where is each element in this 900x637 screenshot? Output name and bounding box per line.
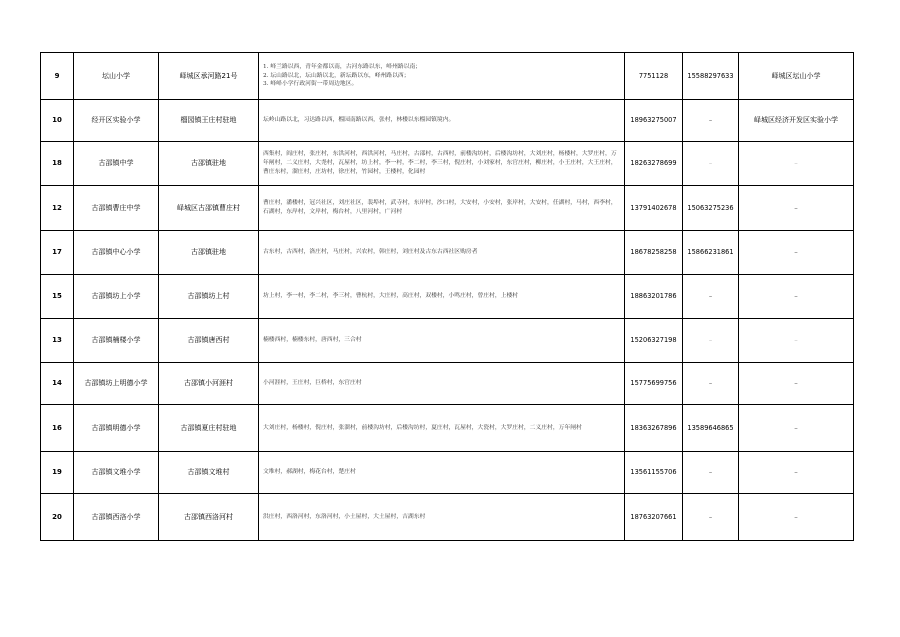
phone-secondary-cell: – <box>683 494 739 541</box>
school-address-cell: 古邵镇文堆村 <box>159 452 259 494</box>
note-cell: – <box>739 494 854 541</box>
school-name-cell: 古邵镇中心小学 <box>74 231 159 275</box>
school-name-cell: 古邵镇坊上明德小学 <box>74 363 159 405</box>
row-number-cell: 9 <box>41 53 74 100</box>
table-body <box>41 53 854 541</box>
row-number-cell: 16 <box>41 405 74 452</box>
table-row <box>41 363 854 405</box>
school-name-cell: 古邵镇坊上小学 <box>74 275 159 319</box>
phone-primary-cell: 13561155706 <box>625 452 683 494</box>
table-row <box>41 186 854 231</box>
phone-secondary-cell: 15063275236 <box>683 186 739 231</box>
note-cell: 峄城区经济开发区实验小学 <box>739 100 854 142</box>
note-cell: – <box>739 275 854 319</box>
enrollment-area-cell: 楠楼西村，楠楼东村，唐西村，三合村 <box>259 319 625 363</box>
phone-primary-cell: 15206327198 <box>625 319 683 363</box>
row-number-cell: 20 <box>41 494 74 541</box>
enrollment-area-cell: 文堆村，郝湖村，梅花台村，楚庄村 <box>259 452 625 494</box>
phone-primary-cell: 15775699756 <box>625 363 683 405</box>
school-address-cell: 古邵镇驻地 <box>159 142 259 186</box>
phone-primary-cell: 18863201786 <box>625 275 683 319</box>
school-name-cell: 古邵镇曹庄中学 <box>74 186 159 231</box>
row-number-cell: 17 <box>41 231 74 275</box>
row-number-cell: 15 <box>41 275 74 319</box>
school-address-cell: 古邵镇驻地 <box>159 231 259 275</box>
phone-primary-cell: 18678258258 <box>625 231 683 275</box>
row-number-cell: 10 <box>41 100 74 142</box>
table-row <box>41 405 854 452</box>
enrollment-area-cell: 小河涯村，王庄村，巨桥村，东官庄村 <box>259 363 625 405</box>
school-address-cell: 古邵镇坊上村 <box>159 275 259 319</box>
phone-primary-cell: 18363267896 <box>625 405 683 452</box>
school-name-cell: 经开区实验小学 <box>74 100 159 142</box>
phone-secondary-cell: – <box>683 275 739 319</box>
note-cell: – <box>739 186 854 231</box>
table-row <box>41 494 854 541</box>
row-number-cell: 13 <box>41 319 74 363</box>
phone-secondary-cell: 15866231861 <box>683 231 739 275</box>
enrollment-area-cell: 坛岭山路以北，习达路以西，榴园南路以西，张村，林楼以东榴园镇境内。 <box>259 100 625 142</box>
phone-secondary-cell: – <box>683 452 739 494</box>
enrollment-area-cell: 大刘庄村，杨楼村，倪庄村，张溜村，前楼沟坊村，后楼沟坊村，夏庄村，瓦屋村，大瓷村，大罗庄村，二义庄村，万年闸村 <box>259 405 625 452</box>
row-number-cell: 12 <box>41 186 74 231</box>
enrollment-area-cell: 曹庄村，潘楼村，冠兴社区，刘庄社区，裴埠村，武寺村，东岸村，沙口村，大安村，小安村，张岸村，大安村，任湖村，马村，西李村，石湖村，东岸村，文岸村，梅台村，八里河村，广河村 <box>259 186 625 231</box>
school-address-cell: 峄城区古邵镇曹庄村 <box>159 186 259 231</box>
table-row <box>41 142 854 186</box>
school-name-cell: 古邵镇西洛小学 <box>74 494 159 541</box>
phone-secondary-cell: – <box>683 319 739 363</box>
note-cell: – <box>739 142 854 186</box>
phone-secondary-cell: – <box>683 100 739 142</box>
table-row <box>41 53 854 100</box>
table-row <box>41 319 854 363</box>
phone-primary-cell: 7751128 <box>625 53 683 100</box>
note-cell: – <box>739 231 854 275</box>
school-name-cell: 古邵镇明德小学 <box>74 405 159 452</box>
note-cell: 峄城区坛山小学 <box>739 53 854 100</box>
phone-secondary-cell: – <box>683 363 739 405</box>
note-cell: – <box>739 363 854 405</box>
table-row <box>41 231 854 275</box>
enrollment-area-cell: 西集村，阎庄村，张庄村，东洪河村，西洪河村，马庄村，古邵村，古西村，前楼沟坊村，后楼沟坊村，大刘庄村，杨楼村，大罗庄村，万年闸村，二义庄村，大尧村，瓦屋村，坊上村，李一村，李二村，李三村，倪庄村，小刘家村，东官庄村，柳庄村，小王庄村，大王庄村，曹庄东村，溜庄村，庄坊村，徐庄村，竹园村，王楼村，化园村 <box>259 142 625 186</box>
phone-primary-cell: 18263278699 <box>625 142 683 186</box>
school-name-cell: 古邵镇中学 <box>74 142 159 186</box>
note-cell: – <box>739 405 854 452</box>
table-row <box>41 452 854 494</box>
phone-secondary-cell: 15588297633 <box>683 53 739 100</box>
phone-primary-cell: 18963275007 <box>625 100 683 142</box>
table-row <box>41 100 854 142</box>
note-cell: – <box>739 452 854 494</box>
row-number-cell: 18 <box>41 142 74 186</box>
table-row <box>41 275 854 319</box>
enrollment-area-cell: 古东村，古西村，洛庄村，马庄村，兴农村，韩庄村，刘庄村及古东古西社区购房者 <box>259 231 625 275</box>
phone-secondary-cell: 13589646865 <box>683 405 739 452</box>
enrollment-area-cell: 洪庄村，西洛河村，东洛河村，小土屋村，大土屋村，吉湖东村 <box>259 494 625 541</box>
school-name-cell: 坛山小学 <box>74 53 159 100</box>
row-number-cell: 14 <box>41 363 74 405</box>
row-number-cell: 19 <box>41 452 74 494</box>
school-name-cell: 古邵镇楠楼小学 <box>74 319 159 363</box>
school-address-cell: 榴园镇王庄村驻地 <box>159 100 259 142</box>
enrollment-area-cell: 1. 峄兰路以西，青年金都以南，古河东路以东，峄州路以南； 2. 坛山路以北，坛山路以北，新坛路以东，峄州路以西； 3. 峄峄小学行政河街一带周边地区。 <box>259 53 625 100</box>
phone-primary-cell: 13791402678 <box>625 186 683 231</box>
enrollment-area-cell: 坊上村，李一村，李二村，李三村，曹杭村，大庄村，高庄村，双楼村，小鸣庄村，曾庄村，上楼村 <box>259 275 625 319</box>
phone-primary-cell: 18763207661 <box>625 494 683 541</box>
school-address-cell: 古邵镇唐西村 <box>159 319 259 363</box>
school-address-cell: 峄城区承河路21号 <box>159 53 259 100</box>
school-district-table <box>40 52 854 541</box>
note-cell: – <box>739 319 854 363</box>
school-address-cell: 古邵镇西洛河村 <box>159 494 259 541</box>
school-name-cell: 古邵镇文堆小学 <box>74 452 159 494</box>
school-address-cell: 古邵镇夏庄村驻地 <box>159 405 259 452</box>
school-address-cell: 古邵镇小河涯村 <box>159 363 259 405</box>
phone-secondary-cell: – <box>683 142 739 186</box>
